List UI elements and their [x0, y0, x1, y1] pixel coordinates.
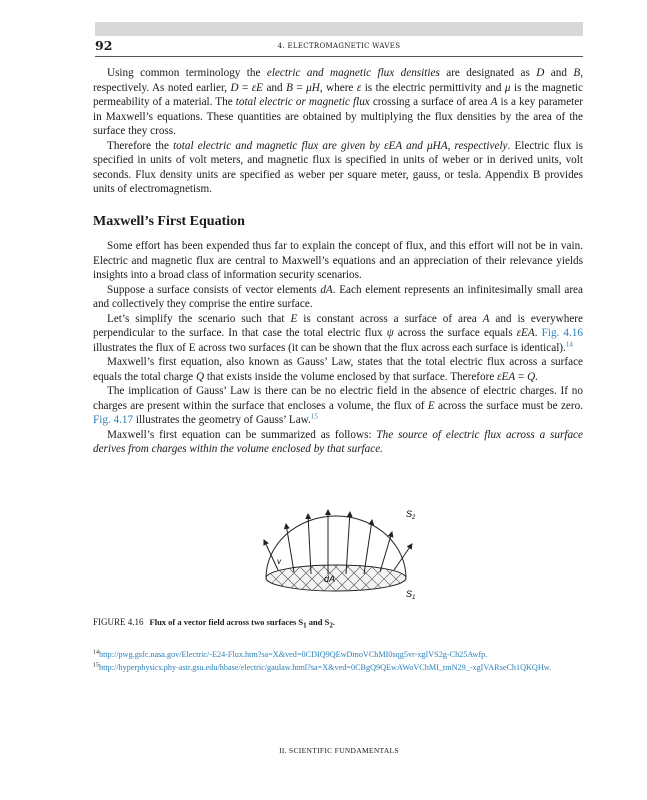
footnote-ref[interactable]: 14: [565, 339, 573, 348]
footnote: $^{14}$http://pwg.gsfc.nasa.gov/Electric/-E24-Flux.htm?sa=X&ved=0CDIQ9QEwDmoVChMI0sqg5vr-xgIVS2g-Ch25Awfp.: [93, 649, 488, 659]
figure-link[interactable]: Fig. 4.17: [93, 414, 134, 426]
paragraph: Using common terminology the electric and magnetic flux densities are designated as D and B, respectively. As noted earlier, D = εE and B = μH, where ε is the electric permittivity and μ is the magnetic permeability of a material. The total electric or magnetic flux crossing a surface of area A is a key parameter in Maxwell’s equations. These quantities are obtained by multiplying the flux densities by the area of the surface they cross.: [93, 67, 584, 137]
footnotes: [93, 648, 583, 674]
s2-label: $S_2$: [406, 509, 416, 521]
paragraph: Maxwell’s first equation, also known as Gauss’ Law, states that the total electric flux across a surface equals the total charge Q that exists inside the volume enclosed by that surface. Therefore εEA = Q.: [93, 356, 583, 383]
paragraph: The implication of Gauss’ Law is there can be no electric field in the absence of electric charges. If no charges are present within the surface that encloses a volume, the flux of E across the surface must be zero. Fig. 4.17 illustrates the geometry of Gauss’ Law.$^{15}$: [93, 385, 583, 426]
footnote-link[interactable]: http://pwg.gsfc.nasa.gov/Electric/-E24-Flux.htm?sa=X&ved=0CDIQ9QEwDmoVChMI0sqg5vr-xgIVS2g-Ch25Awfp.: [99, 650, 488, 659]
caption-text: Flux of a vector field across two surfaces S: [149, 617, 304, 627]
header-bar: [95, 22, 583, 36]
footnote: $^{15}$http://hyperphysics.phy-astr.gsu.edu/hbase/electric/gaulaw.html?sa=X&ved=0CBgQ9QEwAWoVChMI_tmN29_-xgIVARseCh1QKQHw.: [93, 662, 552, 672]
caption-and: and S: [306, 617, 330, 627]
figure-link[interactable]: Fig. 4.16: [541, 327, 583, 339]
page-footer: II. SCIENTIFIC FUNDAMENTALS: [279, 746, 399, 755]
paragraph: Maxwell’s first equation can be summarized as follows: The source of electric flux across a surface derives from charges within the volume enclosed by that surface.: [93, 428, 583, 455]
header-rule: [95, 56, 583, 57]
footnote-link[interactable]: http://hyperphysics.phy-astr.gsu.edu/hbase/electric/gaulaw.html?sa=X&ved=0CBgQ9QEwAWoVChMI_tmN29_-xgIVARseCh1QKQHw.: [99, 663, 552, 672]
main-section: [93, 239, 583, 457]
running-head: 4. ELECTROMAGNETIC WAVES: [277, 42, 401, 50]
field-vector: [264, 540, 278, 570]
paragraph: Suppose a surface consists of vector elements dA. Each element represents an infinitesimally small area and collectively they comprise the entire surface.: [93, 283, 583, 310]
field-vectors: [264, 510, 412, 574]
da-label: dA: [324, 574, 336, 584]
field-vector: [394, 544, 412, 570]
field-vector: [308, 514, 311, 574]
footnote-ref[interactable]: 15: [310, 412, 318, 421]
paragraph: Let’s simplify the scenario such that E is constant across a surface of area A and is everywhere perpendicular to the surface. In that case the total electric flux ψ across the surface equals εEA. Fig. 4.16 illustrates the flux of E across two surfaces (it can be shown that the flux across each surface is identical).$^{14}$: [93, 312, 584, 354]
figure-caption: FIGURE 4.16 Flux of a vector field across two surfaces $S_1$ and $S_2$.: [93, 617, 335, 630]
field-vector: [380, 532, 392, 572]
intro-section: [93, 66, 583, 197]
section-heading: Maxwell’s First Equation: [93, 214, 245, 229]
page-number: 92: [95, 38, 113, 53]
s1-label: $S_1$: [406, 589, 416, 600]
flux-figure: [256, 504, 426, 600]
paragraph: Some effort has been expended thus far to explain the concept of flux, and this effort will not be in vain. Electric and magnetic flux are central to Maxwell’s equations and an appreciation of their relevance yields insights into a broad class of information security scenarios.: [93, 240, 583, 281]
v-label: v: [277, 557, 281, 566]
paragraph: Therefore the total electric and magnetic flux are given by εEA and μHA, respectively. Electric flux is specified in units of volt meters, and magnetic flux is specified in units of weber or in derived units, volt seconds. Flux density units are specified as weber per square meter, gauss, or tesla. Appendix B provides units of electromagnetism.: [93, 139, 584, 195]
figure-label: FIGURE 4.16: [93, 617, 144, 627]
